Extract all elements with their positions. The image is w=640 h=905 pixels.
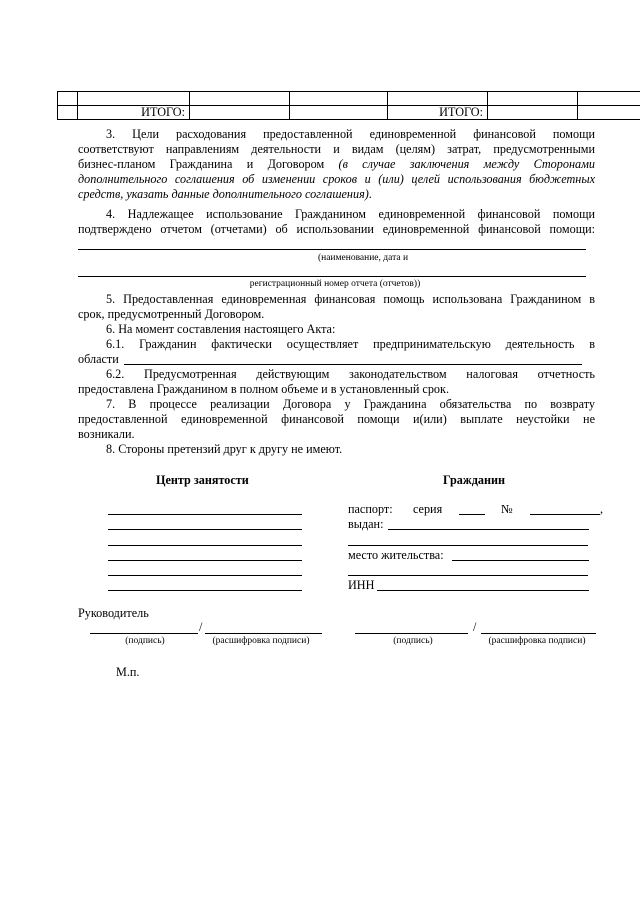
table-row — [58, 106, 640, 120]
citizen-decode-caption: (расшифровка подписи) — [488, 636, 586, 646]
inn-label: ИНН — [348, 578, 375, 592]
citizen-heading: Гражданин — [443, 473, 506, 487]
passport-number-field — [530, 514, 600, 515]
issued-field-2 — [348, 545, 588, 546]
residence-label: место жительства: — [348, 548, 444, 562]
employment-center-heading: Центр занятости — [156, 473, 249, 487]
passport-series-field — [459, 514, 485, 515]
totals-table — [57, 91, 640, 120]
center-line-2 — [108, 529, 302, 530]
report-caption-2: регистрационный номер отчета (отчетов)) — [249, 279, 421, 289]
field-area-line — [124, 364, 582, 365]
total-label-1: ИТОГО: — [78, 106, 190, 120]
table-cell — [578, 106, 640, 120]
head-label: Руководитель — [78, 606, 149, 620]
table-cell — [488, 106, 578, 120]
passport-label: паспорт: — [348, 502, 393, 516]
citizen-decode-line — [481, 633, 596, 634]
passport-number-label: № — [501, 502, 513, 516]
table-row — [58, 92, 640, 106]
paragraph-6: 6. На момент составления настоящего Акта: — [106, 322, 336, 336]
head-decode-caption: (расшифровка подписи) — [212, 636, 310, 646]
paragraph-5: 5. Предоставленная единовременная финансовая помощь использована Гражданином в срок, предусмотренный Договором. — [78, 292, 595, 321]
issued-field — [388, 529, 589, 530]
inn-field — [377, 590, 589, 591]
paragraph-6-1: 6.1. Гражданин фактически осуществляет предпринимательскую деятельность в области — [78, 337, 595, 366]
table-cell — [290, 106, 388, 120]
center-line-5 — [108, 575, 302, 576]
total-label-2: ИТОГО: — [388, 106, 488, 120]
paragraph-8: 8. Стороны претензий друг к другу не имеют. — [106, 442, 343, 456]
report-line-2 — [78, 276, 586, 277]
citizen-signature-line — [355, 633, 468, 634]
paragraph-4: 4. Надлежащее использование Гражданином единовременной финансовой помощи подтверждено отчетом (отчетами) об использовании единовременной финансовой помощи: — [78, 207, 595, 236]
head-signature-caption: (подпись) — [125, 636, 165, 646]
citizen-signature-caption: (подпись) — [393, 636, 433, 646]
table-cell — [58, 106, 78, 120]
center-line-4 — [108, 560, 302, 561]
center-line-1 — [108, 514, 302, 515]
head-decode-line — [205, 633, 322, 634]
head-signature-line — [90, 633, 198, 634]
center-line-6 — [108, 590, 302, 591]
center-line-3 — [108, 545, 302, 546]
paragraph-7: 7. В процессе реализации Договора у Гражданина обязательства по возврату предоставленной единовременной финансовой помощи и(или) выплате неустойки не возникали. — [78, 397, 595, 441]
issued-label: выдан: — [348, 517, 384, 531]
table-cell — [190, 106, 290, 120]
paragraph-6-2: 6.2. Предусмотренная действующим законодательством налоговая отчетность предоставлена Гражданином в полном объеме и в установленный срок. — [78, 367, 595, 396]
passport-series-label: серия — [413, 502, 443, 516]
seal-place: М.п. — [116, 665, 140, 679]
report-line-1 — [78, 249, 586, 250]
residence-field-2 — [348, 575, 588, 576]
report-caption-1: (наименование, дата и — [317, 253, 409, 263]
residence-field — [452, 560, 589, 561]
paragraph-3: 3. Цели расходования предоставленной единовременной финансовой помощи соответствуют направлениям деятельности и видам (целям) затрат, предусмотренными бизнес-планом Гражданина и Договором (в случае заключения между Сторонами дополнительного соглашения об изменении сроков и (или) целей использования бюджетных средств, указать данные дополнительного соглашения). — [78, 127, 595, 201]
